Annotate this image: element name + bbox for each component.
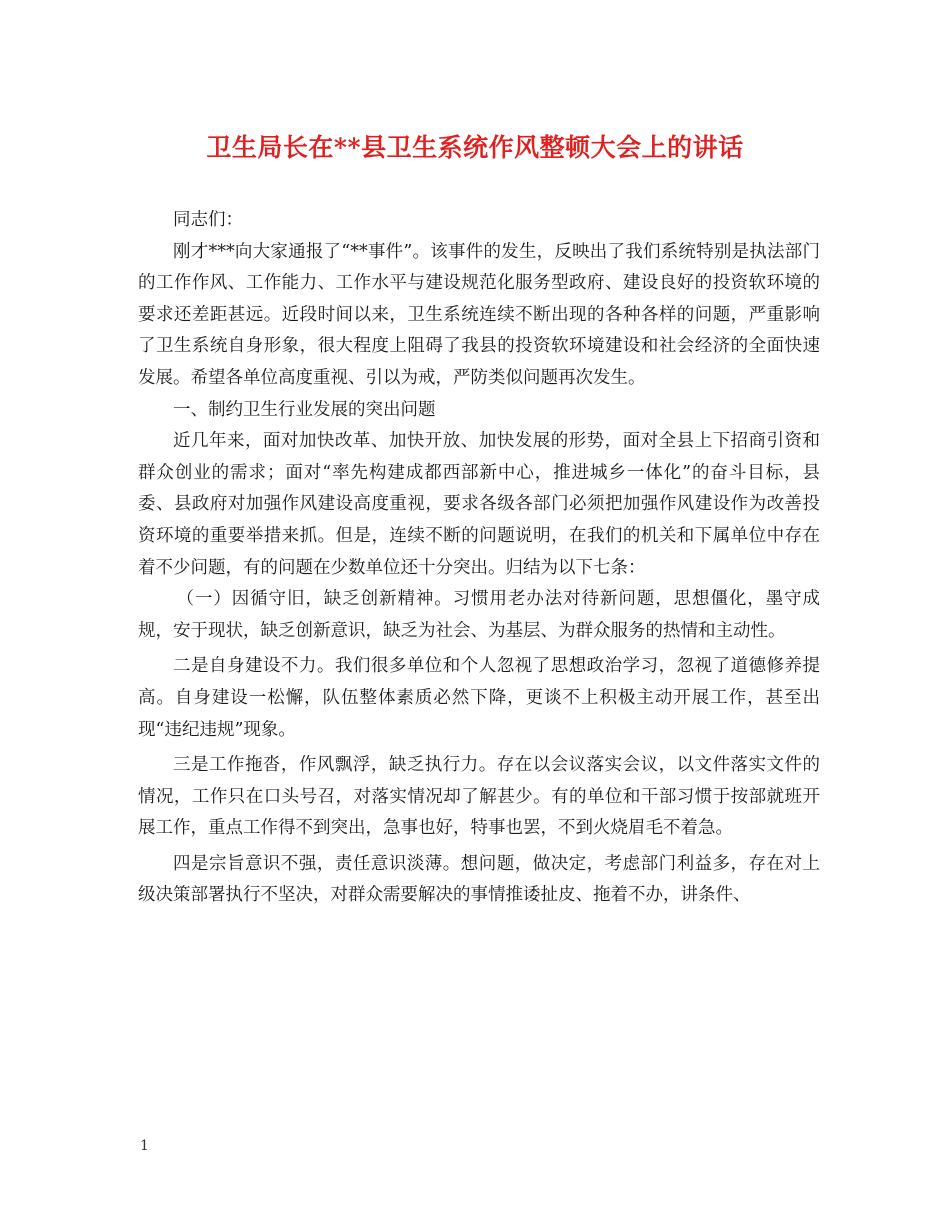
page-number: 1 <box>140 1138 149 1154</box>
paragraph: 二是自身建设不力。我们很多单位和个人忽视了思想政治学习，忽视了道德修养提高。自身建设一松懈，队伍整体素质必然下降，更谈不上积极主动开展工作，甚至出现“违纪违规”现象。 <box>138 656 820 740</box>
paragraph: （一）因循守旧，缺乏创新精神。习惯用老办法对待新问题，思想僵化，墨守成规，安于现状，缺乏创新意识，缺乏为社会、为基层、为群众服务的热情和主动性。 <box>138 589 820 641</box>
paragraph: 三是工作拖沓，作风飘浮，缺乏执行力。存在以会议落实会议，以文件落实文件的情况，工作只在口头号召，对落实情况却了解甚少。有的单位和干部习惯于按部就班开展工作，重点工作得不到突出，急事也好，特事也罢，不到火烧眉毛不着急。 <box>138 755 820 839</box>
document-title: 卫生局长在**县卫生系统作风整顿大会上的讲话 <box>206 133 744 162</box>
paragraph: 近几年来，面对加快改革、加快开放、加快发展的形势，面对全县上下招商引资和群众创业的需求；面对“率先构建成都西部新中心，推进城乡一体化”的奋斗目标，县委、县政府对加强作风建设高度重视，要求各级各部门必须把加强作风建设作为改善投资环境的重要举措来抓。但是，连续不断的问题说明，在我们的机关和下属单位中存在着不少问题，有的问题在少数单位还十分突出。归结为以下七条： <box>138 431 820 578</box>
salutation: 同志们： <box>173 210 243 230</box>
document-body <box>138 205 820 912</box>
paragraph: 刚才***向大家通报了“**事件”。该事件的发生，反映出了我们系统特别是执法部门的工作作风、工作能力、工作水平与建设规范化服务型政府、建设良好的投资软环境的要求还差距甚远。近段时间以来，卫生系统连续不断出现的各种各样的问题，严重影响了卫生系统自身形象，很大程度上阻碍了我县的投资软环境建设和社会经济的全面快速发展。希望各单位高度重视、引以为戒，严防类似问题再次发生。 <box>138 241 820 388</box>
section-heading: 一、制约卫生行业发展的突出问题 <box>173 399 436 420</box>
paragraph: 四是宗旨意识不强，责任意识淡薄。想问题，做决定，考虑部门利益多，存在对上级决策部署执行不坚决，对群众需要解决的事情推诿扯皮、拖着不办，讲条件、 <box>138 853 820 906</box>
